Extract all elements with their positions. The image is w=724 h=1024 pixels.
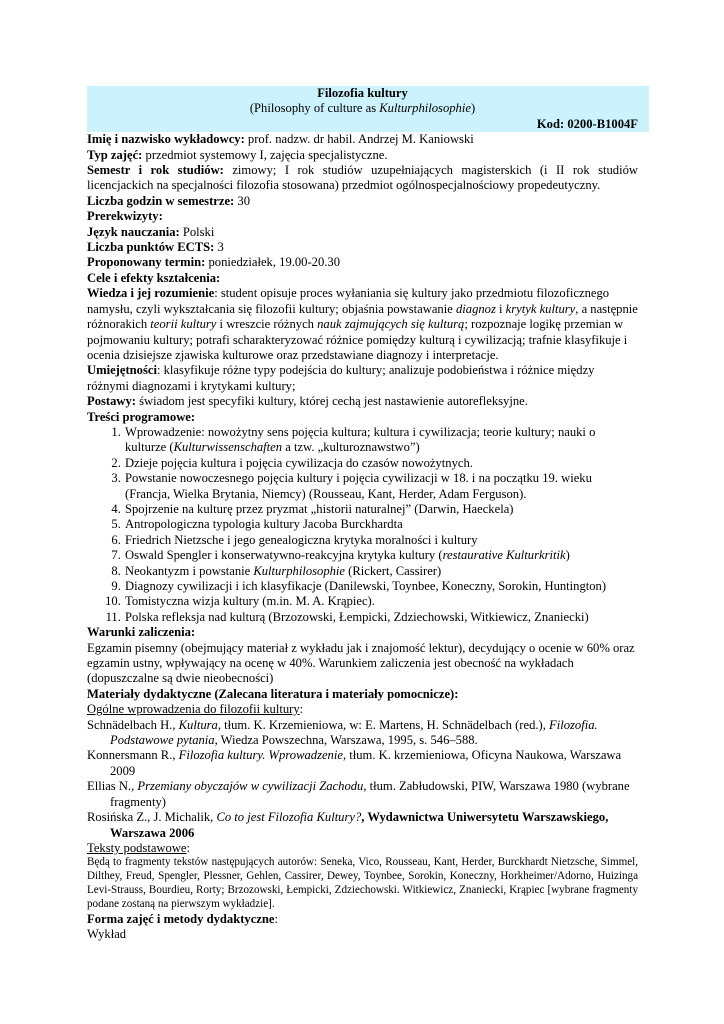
type-line: Typ zajęć: przedmiot systemowy I, zajęcia specjalistyczne.: [87, 147, 388, 162]
attitudes-paragraph: Postawy: świadom jest specyfiki kultury, której cechą jest nastawienie autorefleksyjne.: [87, 394, 528, 409]
basic-texts-subheading: Teksty podstawowe:: [87, 840, 191, 855]
form-heading: Forma zajęć i metody dydaktyczne:: [87, 911, 278, 926]
lecturer-line: Imię i nazwisko wykładowcy: prof. nadzw. dr habil. Andrzej M. Kaniowski: [87, 132, 474, 147]
skills-paragraph: Umiejętności: klasyfikuje różne typy podejścia do kultury; analizuje podobieństwa i różnice między różnymi diagnozami i krytykami kultury;: [87, 363, 595, 393]
basic-texts-paragraph: Będą to fragmenty tekstów następujących autorów: Seneka, Vico, Rousseau, Kant, Herder, Burckhardt Nietzsche, Simmel, Dilthey, Freud, Spengler, Plessner, Gehlen, Cassirer, Dewey, Toynbee, Sorokin, Koneczny, Horkheimer/Adorno, Huizinga Levi-Strauss, Bourdieu, Rorty; Brzozowski, Łempicki, Zdziechowski. Witkiewicz, Znaniecki, Krąpiec [wybrane fragmenty podane zostaną na pierwszym wykładzie].: [87, 856, 638, 910]
program-item: 7. Oswald Spengler i konserwatywno-reakcyjna krytyka kultury (restaurative Kulturkritik): [124, 548, 638, 563]
program-item: 2. Dzieje pojęcia kultura i pojęcia cywilizacja do czasów nowożytnych.: [124, 456, 638, 471]
form-value: Wykład: [87, 926, 127, 941]
term-line: Proponowany termin: poniedziałek, 19.00-20.30: [87, 255, 341, 270]
goals-heading: Cele i efekty kształcenia:: [87, 270, 221, 285]
semester-line: Semestr i rok studiów: zimowy; I rok studiów uzupełniających magisterskich (i II rok studiów licencjackich na specjalności filozofia stosowana) przedmiot ogólnospecjalnościowy propedeutyczny.: [87, 163, 638, 193]
program-item: 3. Powstanie nowoczesnego pojęcia kultury i pojęcia cywilizacji w 18. i na początku 19. wieku (Francja, Wielka Brytania, Niemcy) (Rousseau, Kant, Herder, Adam Ferguson).: [124, 471, 638, 502]
program-item: 1. Wprowadzenie: nowożytny sens pojęcia kultura; kultura i cywilizacja; teorie kultury; nauki o kulturze (Kulturwissenschaften a tzw. „kulturoznawstwo”): [124, 425, 638, 456]
program-item: 11. Polska refleksja nad kulturą (Brzozowski, Łempicki, Zdziechowski, Witkiewicz, Znaniecki): [124, 610, 638, 625]
knowledge-paragraph: Wiedza i jej rozumienie: student opisuje proces wyłaniania się kultury jako przedmiotu filozoficznego namysłu, czyli wykształcania się filozofii kultury; objaśnia powstawanie diagnoz i krytyk kultury, a następnie różnorakich teorii kultury i wreszcie różnych nauk zajmujących się kulturą; rozpoznaje logikę przemian w pojmowaniu kultury; potrafi scharakteryzować różnice pomiędzy kulturą i cywilizacją; trafnie klasyfikuje i ocenia dzisiejsze zjawiska kulturowe oraz przedstawiane diagnozy i interpretacje.: [87, 286, 638, 362]
hours-line: Liczba godzin w semestrze: 30: [87, 193, 250, 208]
course-code: Kod: 0200-B1004F: [536, 116, 638, 131]
language-line: Język nauczania: Polski: [87, 224, 215, 239]
intro-subheading: Ogólne wprowadzenia do filozofii kultury:: [87, 702, 304, 717]
reference-item: Konnersmann R., Filozofia kultury. Wprowadzenie, tłum. K. krzemieniowa, Oficyna Naukowa, Warszawa 2009: [87, 748, 622, 778]
program-item: 10. Tomistyczna wizja kultury (m.in. M. A. Krąpiec).: [124, 594, 638, 609]
prereq-line: Prerekwizyty:: [87, 209, 163, 224]
assessment-text: Egzamin pisemny (obejmujący materiał z wykładu jak i znajomość lektur), decydujący o ocenie w 60% oraz egzamin ustny, wpływający na ocenę w 40%. Warunkiem zaliczenia jest obecność na wykładach (dopuszczalne są dwie nieobecności): [87, 640, 635, 686]
program-item: 8. Neokantyzm i powstanie Kulturphilosophie (Rickert, Cassirer): [124, 564, 638, 579]
program-item: 5. Antropologiczna typologia kultury Jacoba Burckhardta: [124, 517, 638, 532]
header-block: [87, 86, 649, 132]
reference-item: Rosińska Z., J. Michalik, Co to jest Filozofia Kultury?, Wydawnictwa Uniwersytetu Warszawskiego, Warszawa 2006: [87, 810, 609, 840]
program-item: 6. Friedrich Nietzsche i jego genealogiczna krytyka moralności i kultury: [124, 533, 638, 548]
syllabus-page: [87, 86, 638, 942]
program-list: [87, 425, 638, 625]
program-item: 4. Spojrzenie na kulturę przez pryzmat „historii naturalnej” (Darwin, Haeckela): [124, 502, 638, 517]
course-title: Filozofia kultury: [317, 86, 408, 100]
materials-heading: Materiały dydaktyczne (Zalecana literatura i materiały pomocnicze):: [87, 686, 459, 701]
ects-line: Liczba punktów ECTS: 3: [87, 240, 224, 255]
program-item: 9. Diagnozy cywilizacji i ich klasyfikacje (Danilewski, Toynbee, Koneczny, Sorokin, Huntington): [124, 579, 638, 594]
course-subtitle: (Philosophy of culture as Kulturphilosophie): [249, 101, 476, 116]
assessment-heading: Warunki zaliczenia:: [87, 625, 196, 640]
program-heading: Treści programowe:: [87, 409, 196, 424]
reference-item: Schnädelbach H., Kultura, tłum. K. Krzemieniowa, w: E. Martens, H. Schnädelbach (red.), Filozofia. Podstawowe pytania, Wiedza Powszechna, Warszawa, 1995, s. 546–588.: [87, 717, 598, 748]
reference-item: Ellias N., Przemiany obyczajów w cywilizacji Zachodu, tłum. Zabłudowski, PIW, Warszawa 1980 (wybrane fragmenty): [87, 779, 630, 809]
